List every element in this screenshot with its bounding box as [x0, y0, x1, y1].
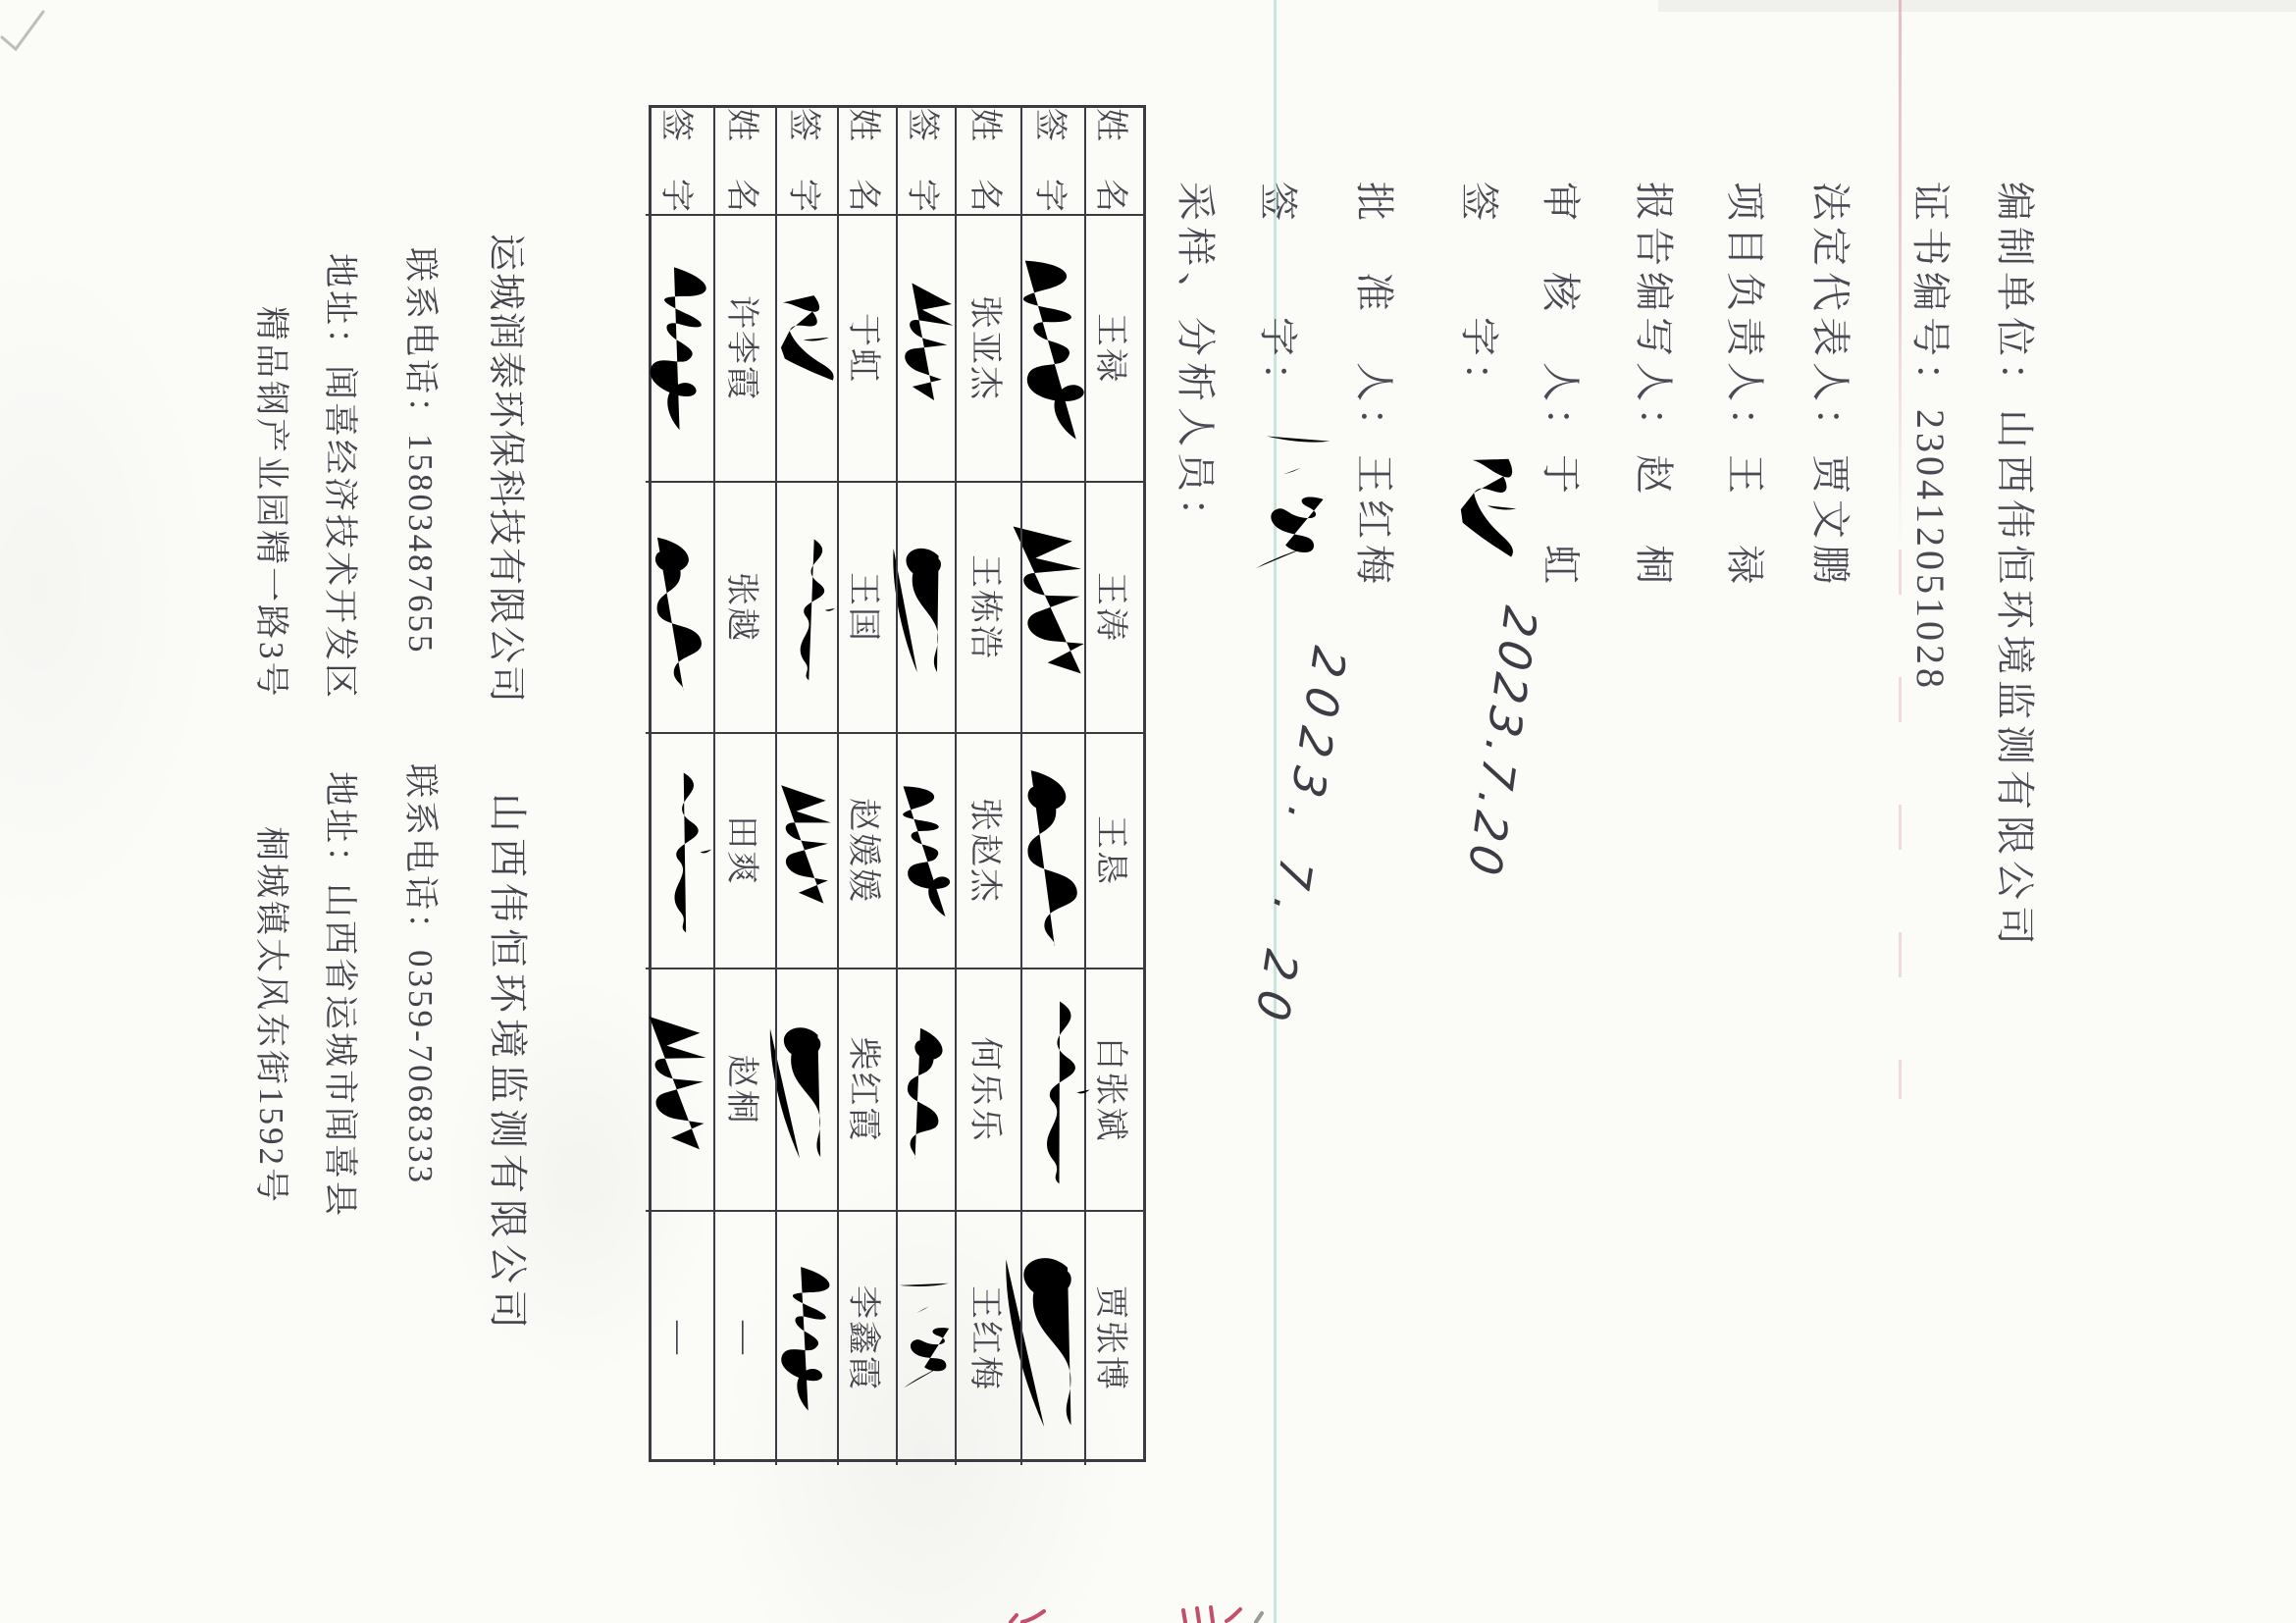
signature-scribble	[777, 214, 839, 481]
signature-scribble	[777, 1210, 839, 1465]
approver-line	[1349, 182, 1405, 590]
row-header-name: 姓 名	[957, 108, 1022, 214]
signature-scribble	[1022, 481, 1086, 732]
report-writer-label: 报告编写人：	[1632, 182, 1676, 452]
signature-scribble	[1022, 968, 1086, 1210]
row-header-sign: 签 字	[646, 108, 715, 214]
fold-crease-pink-faint	[1899, 550, 1902, 1099]
approve-handwritten-date: 2023. 7. 20	[1243, 642, 1357, 1038]
auditor-name: 于 虹	[1539, 454, 1583, 590]
signature-scribble	[898, 214, 957, 481]
audit-handwritten-signature	[1433, 430, 1547, 602]
left-company-address2: 精品钢产业园精一路3号	[252, 306, 290, 700]
signature-scribble	[646, 481, 715, 732]
table-name: 王红梅	[957, 1210, 1022, 1465]
compiling-unit-line	[1990, 182, 2046, 951]
table-name: 贾张博	[1086, 1210, 1143, 1465]
audit-sign-line	[1454, 182, 1510, 407]
certificate-number-value: 230412051028	[1908, 409, 1953, 692]
table-name: 何乐乐	[957, 968, 1022, 1210]
approver-name: 王红梅	[1352, 454, 1396, 590]
corner-crease-mark	[0, 0, 59, 69]
compiling-unit-label: 编制单位：	[1993, 182, 2037, 407]
table-name: 王恳	[1086, 732, 1143, 968]
signature-scribble	[898, 481, 957, 732]
row-header-sign: 签 字	[777, 108, 839, 214]
right-company-name: 山西伟恒环境监测有限公司	[486, 793, 530, 1335]
report-writer-name: 赵 桐	[1632, 454, 1676, 590]
table-name: 白张斌	[1086, 968, 1143, 1210]
compiling-unit-value: 山西伟恒环境监测有限公司	[1993, 409, 2037, 951]
certificate-number-label: 证书编号：	[1908, 182, 1953, 407]
left-company-phone: 联系电话：15803487655	[401, 247, 440, 655]
table-name: 王栋浩	[957, 481, 1022, 732]
row-header-name: 姓 名	[839, 108, 898, 214]
auditor-label: 审 核 人：	[1539, 182, 1583, 452]
legal-representative-name: 贾文鹏	[1808, 454, 1852, 590]
table-name: 于虹	[839, 214, 898, 481]
left-company-name: 运城润泰环保科技有限公司	[485, 234, 526, 706]
table-name: 柴红霞	[839, 968, 898, 1210]
approver-label: 批 准 人：	[1352, 182, 1396, 452]
signature-scribble	[898, 968, 957, 1210]
legal-representative-line	[1805, 182, 1861, 590]
approve-sign-line	[1253, 182, 1309, 407]
table-name: 王国	[839, 481, 898, 732]
signature-scribble	[898, 732, 957, 968]
signature-scribble	[1022, 1210, 1086, 1465]
table-name: 田爽	[715, 732, 777, 968]
approve-sign-label: 签 字：	[1256, 182, 1300, 407]
project-leader-line	[1720, 182, 1776, 590]
row-header-name: 姓 名	[1092, 108, 1129, 214]
personnel-table	[649, 105, 1146, 1462]
table-name: 张越	[715, 481, 777, 732]
certificate-number-line	[1905, 182, 1961, 692]
table-name: 张赵杰	[957, 732, 1022, 968]
project-leader-label: 项目负责人：	[1723, 182, 1767, 452]
legal-representative-label: 法定代表人：	[1808, 182, 1852, 452]
table-name: —	[715, 1210, 777, 1465]
signature-scribble	[646, 732, 715, 968]
left-company-address1: 地址：闻喜经济技术开发区	[321, 253, 359, 702]
signature-dash: —	[646, 1210, 715, 1465]
signature-scribble	[898, 1210, 957, 1465]
project-leader-name: 王 禄	[1723, 454, 1767, 590]
sampling-personnel-heading: 采样、分析人员：	[1174, 182, 1218, 543]
report-writer-line	[1629, 182, 1685, 590]
audit-handwritten-date: 2023.7.20	[1457, 602, 1547, 885]
row-header-sign: 签 字	[898, 108, 957, 214]
table-name: 许李霞	[715, 214, 777, 481]
signature-scribble	[1022, 214, 1086, 481]
auditor-line	[1536, 182, 1592, 590]
signature-scribble	[646, 214, 715, 481]
signature-scribble	[777, 968, 839, 1210]
scan-edge-streak	[1658, 0, 2296, 12]
signature-scribble	[777, 481, 839, 732]
audit-sign-label: 签 字：	[1457, 182, 1501, 407]
table-name: 王涛	[1086, 481, 1143, 732]
table-name: 王禄	[1086, 214, 1143, 481]
table-name: 赵媛媛	[839, 732, 898, 968]
clipped-red-handwriting	[995, 1594, 1270, 1623]
approve-handwritten-signature	[1236, 417, 1348, 599]
fold-crease-pink	[1899, 0, 1902, 550]
row-header-name: 姓 名	[715, 108, 777, 214]
table-name: 赵桐	[715, 968, 777, 1210]
row-header-sign: 签 字	[1022, 108, 1086, 214]
right-company-address2: 桐城镇太风东街1592号	[252, 826, 290, 1206]
signature-scribble	[646, 968, 715, 1210]
signature-scribble	[777, 732, 839, 968]
right-company-address1: 地址：山西省运城市闻喜县	[321, 771, 359, 1220]
signature-scribble	[1022, 732, 1086, 968]
table-name: 张亚杰	[957, 214, 1022, 481]
table-name: 李鑫霞	[839, 1210, 898, 1465]
right-company-phone: 联系电话：0359-7068333	[401, 763, 440, 1186]
